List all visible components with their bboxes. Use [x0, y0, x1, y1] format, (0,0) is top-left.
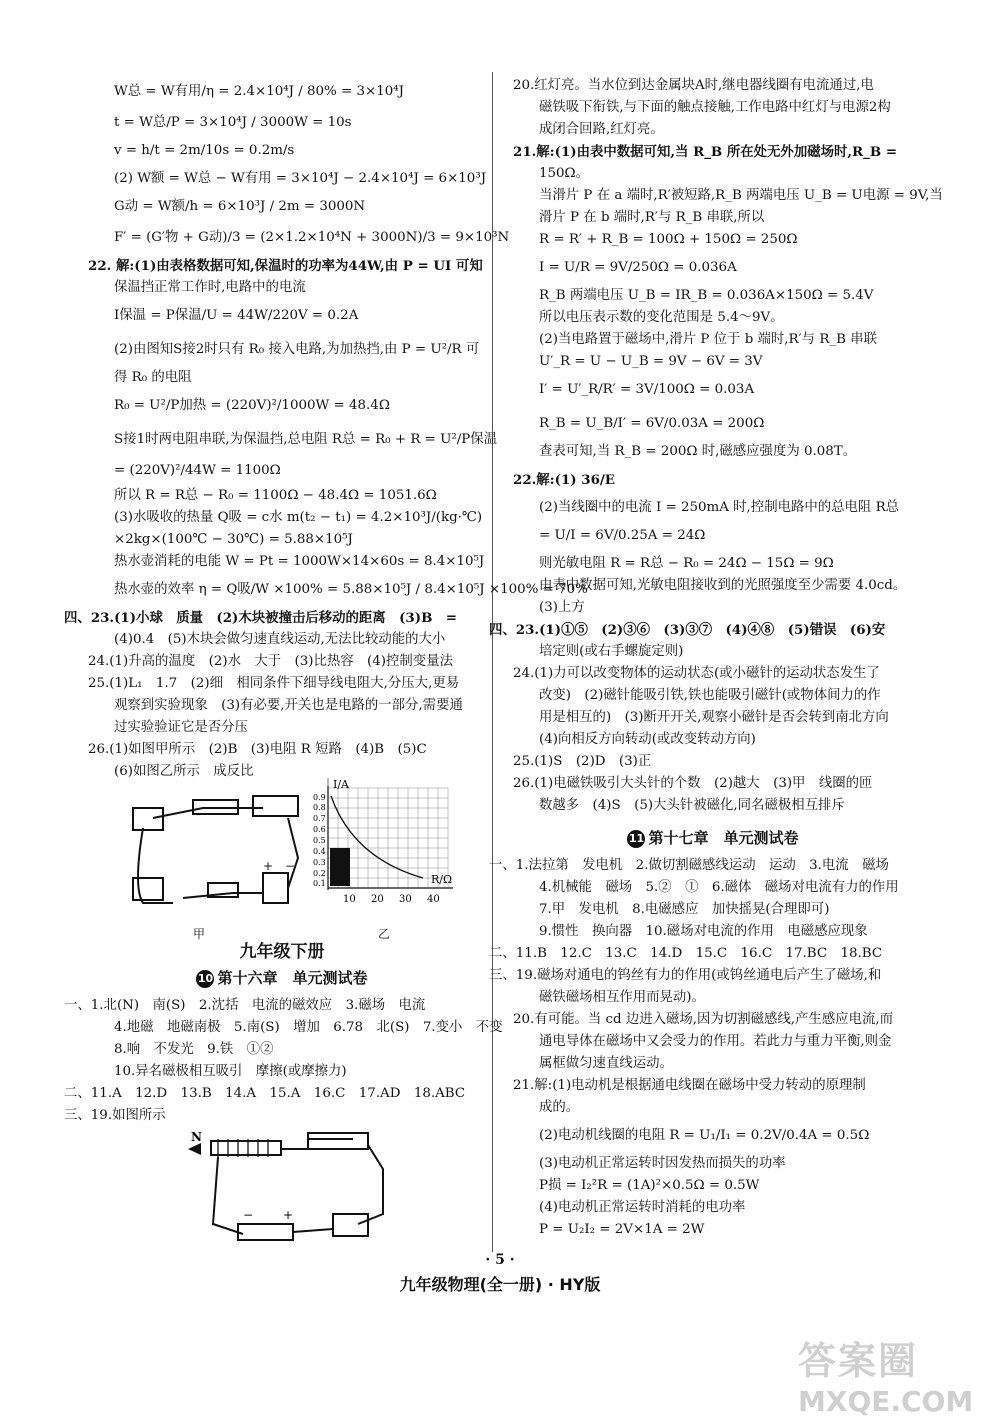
figure-19 — [88, 1127, 476, 1252]
svg-text:−: − — [285, 859, 296, 873]
text-line: 保温挡正常工作时,电路中的电流 — [114, 280, 306, 295]
answer-line: 三、19.磁场对通电的钨丝有力的作用(或钨丝通电后产生了磁场,和 — [489, 968, 882, 983]
text-line: (2)当线圈中的电流 I = 250mA 时,控制电路中的总电阻 R总 — [539, 500, 900, 515]
text-line: 成闭合回路,红灯亮。 — [539, 122, 664, 137]
text-line: R = R′ + R_B = 100Ω + 150Ω = 250Ω — [539, 232, 798, 247]
answer-line: 10.异名磁极相互吸引 摩擦(或摩擦力) — [114, 1064, 347, 1079]
graph-x-tick: 40 — [427, 894, 440, 905]
graph-x-tick: 30 — [399, 894, 412, 905]
text-line: F′ = (G′物 + G动)/3 = (2×1.2×10⁴N + 3000N)/3 = 9×10³N — [114, 230, 510, 245]
caption-yi: 乙 — [378, 927, 391, 941]
text-line: 观察到实验现象 (3)有必要,开关也是电路的一部分,需要通 — [114, 698, 463, 713]
answer-22: 22. 解:(1)由表格数据可知,保温时的功率为44W,由 P = UI 可知 — [88, 258, 483, 274]
watermark-url: MXQE.COM — [798, 1385, 974, 1418]
svg-text:+: + — [263, 859, 274, 873]
text-line: I保温 = P保温/U = 44W/220V = 0.2A — [114, 308, 359, 323]
text-line: W总 = W有用/η = 2.4×10⁴J / 80% = 3×10⁴J — [114, 84, 405, 99]
chapter-title: 第十六章 单元测试卷 — [217, 969, 368, 987]
text-line: (3)水吸收的热量 Q吸 = c水 m(t₂ − t₁) = 4.2×10³J/(kg·℃) — [114, 510, 483, 525]
text-line: 热水壶的效率 η = Q吸/W ×100% = 5.88×10⁵J / 8.4×10⁵J ×100% = 70% — [114, 582, 588, 597]
text-line: S接1时两电阻串联,为保温挡,总电阻 R总 = R₀ + R = U²/P保温 — [114, 432, 498, 447]
chapter-number-badge: 10 — [196, 970, 214, 988]
answer-line: 21.解:(1)电动机是根据通电线圈在磁场中受力转动的原理制 — [513, 1078, 866, 1093]
answer-24-right: 24.(1)力可以改变物体的运动状态(或小磁针的运动状态发生了 — [513, 666, 880, 681]
chapter16-heading — [88, 967, 476, 989]
text-line: (4)0.4 (5)木块会做匀速直线运动,无法比较动能的大小 — [114, 632, 446, 647]
text-line: R_B = U_B/I′ = 6V/0.03A = 200Ω — [539, 416, 765, 431]
graph-y-label: I/A — [333, 778, 349, 791]
text-line: v = h/t = 2m/10s = 0.2m/s — [114, 143, 295, 158]
answer-line: 20.有可能。当 cd 边进入磁场,因为切割磁感线,产生感应电流,而 — [513, 1012, 894, 1027]
text-line: 磁铁吸下衔铁,与下面的触点接触,工作电路中红灯与电源2构 — [539, 100, 891, 115]
graph-x-label: R/Ω — [431, 873, 453, 886]
text-line: 得 R₀ 的电阻 — [114, 370, 192, 385]
text-line: 热水壶消耗的电能 W = Pt = 1000W×14×60s = 8.4×10⁵J — [114, 554, 485, 569]
text-line: 150Ω。 — [539, 166, 590, 181]
graph-y-tick: 0.5 — [313, 836, 326, 845]
text-line: (2)由图知S接2时只有 R₀ 接入电路,为加热挡,由 P = U²/R 可 — [114, 342, 480, 357]
text-line: G动 = W额/h = 6×10³J / 2m = 3000N — [114, 199, 366, 214]
text-line: (6)如图乙所示 成反比 — [114, 764, 254, 779]
chapter17-heading — [513, 827, 913, 849]
answer-line: 7.甲 发电机 8.电磁感应 加快摇晃(合理即可) — [539, 902, 830, 917]
graph-y-tick: 0.1 — [313, 879, 326, 888]
answer-line: 4.地磁 地磁南极 5.南(S) 增加 6.78 北(S) 7.变小 不变 — [114, 1020, 503, 1035]
graph-yi — [313, 778, 463, 918]
text-line: = U/I = 6V/0.25A = 24Ω — [539, 528, 706, 543]
answer-line: (2)电动机线圈的电阻 R = U₁/I₁ = 0.2V/0.4A = 0.5Ω — [539, 1128, 870, 1143]
answer-line: 一、1.北(N) 南(S) 2.沈括 电流的磁效应 3.磁场 电流 — [64, 998, 426, 1013]
text-line: 查表可知,当 R_B = 200Ω 时,磁感应强度为 0.08T。 — [539, 444, 857, 459]
text-line: 当滑片 P 在 a 端时,R′被短路,R_B 两端电压 U_B = U电源 = 9V,当 — [539, 188, 943, 203]
answer-line: 二、11.B 12.C 13.C 14.D 15.C 16.C 17.BC 18.BC — [489, 946, 883, 961]
graph-y-tick: 0.3 — [313, 858, 326, 867]
answer-line: (3)电动机正常运转时因发热而损失的功率 — [539, 1156, 786, 1171]
text-line: 培定则(或右手螺旋定则) — [539, 644, 684, 659]
graph-y-tick: 0.9 — [313, 793, 326, 802]
answer-line: 4.机械能 磁场 5.② ① 6.磁体 磁场对电流有力的作用 — [539, 880, 899, 895]
answer-23-right: 四、23.(1)①⑤ (2)③⑥ (3)③⑦ (4)④⑧ (5)错误 (6)安 — [489, 622, 886, 638]
answer-24: 24.(1)升高的温度 (2)水 大于 (3)比热容 (4)控制变量法 — [88, 654, 453, 669]
answer-line: P损 = I₂²R = (1A)²×0.5Ω = 0.5W — [539, 1178, 760, 1193]
text-line: 所以 R = R总 − R₀ = 1100Ω − 48.4Ω = 1051.6Ω — [114, 488, 437, 503]
text-line: 改变) (2)磁针能吸引铁,铁也能吸引磁针(或物体间力的作 — [539, 688, 881, 703]
watermark — [798, 1330, 978, 1418]
text-line: (3)上方 — [539, 600, 585, 615]
text-line: ×2kg×(100℃ − 30℃) = 5.88×10⁵J — [114, 532, 353, 547]
caption-jia: 甲 — [193, 927, 206, 941]
answer-line: 磁铁磁场相互作用而晃动)。 — [539, 990, 705, 1005]
text-line: I′ = U′_R/R′ = 3V/100Ω = 0.03A — [539, 382, 755, 397]
chapter-title: 第十七章 单元测试卷 — [648, 829, 799, 847]
answer-25: 25.(1)L₁ 1.7 (2)细 相同条件下细导线电阻大,分压大,更易 — [88, 676, 460, 691]
graph-y-tick: 0.6 — [313, 825, 326, 834]
answer-line: P = U₂I₂ = 2V×1A = 2W — [539, 1222, 705, 1237]
answer-line: (4)电动机正常运转时消耗的电功率 — [539, 1200, 746, 1215]
svg-text:−: − — [243, 1208, 254, 1222]
graph-y-tick: 0.8 — [313, 803, 326, 812]
answer-line: 8.响 不发光 9.铁 ①② — [114, 1042, 274, 1057]
text-line: t = W总/P = 3×10⁴J / 3000W = 10s — [114, 115, 352, 130]
text-line: 则光敏电阻 R = R总 − R₀ = 24Ω − 15Ω = 9Ω — [539, 556, 834, 571]
text-line: 由表中数据可知,光敏电阻接收到的光照强度至少需要 4.0cd。 — [539, 578, 907, 593]
answer-line: 一、1.法拉第 发电机 2.做切割磁感线运动 运动 3.电流 磁场 — [489, 858, 889, 873]
right-column — [489, 75, 943, 1241]
answer-25-right: 25.(1)S (2)D (3)正 — [513, 754, 652, 769]
answer-21: 21.解:(1)由表中数据可知,当 R_B 所在处无外加磁场时,R_B = — [513, 144, 898, 160]
book-title: 九年级物理(全一册) · HY版 — [399, 1275, 601, 1294]
text-line: U′_R = U − U_B = 9V − 6V = 3V — [539, 354, 763, 369]
answer-26: 26.(1)如图甲所示 (2)B (3)电阻 R 短路 (4)B (5)C — [88, 742, 427, 757]
text-line: R₀ = U²/P加热 = (220V)²/1000W = 48.4Ω — [114, 398, 390, 413]
graph-y-tick: 0.7 — [313, 814, 326, 823]
text-line: 所以电压表示数的变化范围是 5.4～9V。 — [539, 310, 784, 325]
electromagnet-circuit-diagram — [183, 1129, 413, 1244]
answer-20: 20.红灯亮。当水位到达金属块A时,继电器线圈有电流通过,电 — [513, 78, 874, 93]
text-line: (2)当电路置于磁场中,滑片 P 位于 b 端时,R′与 R_B 串联 — [539, 332, 877, 347]
answer-line: 通电导体在磁场中又会受力的作用。若此力与重力平衡,则金 — [539, 1034, 892, 1049]
graph-y-tick: 0.2 — [313, 869, 326, 878]
answer-line: 三、19.如图所示 — [64, 1108, 166, 1123]
chapter-number-badge: 11 — [627, 830, 645, 848]
text-line: (4)向相反方向转动(或改变转动方向) — [539, 732, 756, 747]
page-number: · 5 · — [485, 1252, 515, 1268]
graph-x-tick: 20 — [371, 894, 384, 905]
svg-text:+: + — [283, 1208, 294, 1222]
answer-23: 四、23.(1)小球 质量 (2)木块被撞击后移动的距离 (3)B = — [64, 610, 458, 626]
section-title: 九年级下册 — [239, 942, 325, 962]
text-line: (2) W额 = W总 − W有用 = 3×10⁴J − 2.4×10⁴J = 6×10³J — [114, 171, 487, 186]
answer-26-right: 26.(1)电磁铁吸引大头针的个数 (2)越大 (3)甲 线圈的匝 — [513, 776, 873, 791]
text-line: 滑片 P 在 b 端时,R′与 R_B 串联,所以 — [539, 210, 765, 225]
answer-line: 9.惯性 换向器 10.磁场对电流的作用 电磁感应现象 — [539, 924, 868, 939]
answer-line: 成的。 — [539, 1100, 580, 1115]
text-line: 用是相互的) (3)断开开关,观察小磁针是否会转到南北方向 — [539, 710, 889, 725]
answer-line: 属框做匀速直线运动。 — [539, 1056, 673, 1071]
figure-26 — [88, 778, 476, 941]
n-pole-label: N — [191, 1130, 202, 1144]
answer-22-right: 22.解:(1) 36/E — [513, 472, 616, 488]
watermark-text: 答案圈 — [798, 1339, 919, 1383]
text-line: = (220V)²/44W = 1100Ω — [114, 463, 281, 478]
text-line: 过实验验证它是否分压 — [114, 720, 248, 735]
text-line: I = U/R = 9V/250Ω = 0.036A — [539, 260, 737, 275]
text-line: R_B 两端电压 U_B = IR_B = 0.036A×150Ω = 5.4V — [539, 288, 874, 303]
graph-y-tick: 0.4 — [313, 847, 326, 856]
text-line: 数越多 (4)S (5)大头针被磁化,同名磁极相互排斥 — [539, 798, 845, 813]
answer-line: 二、11.A 12.D 13.B 14.A 15.A 16.C 17.AD 18.ABC — [64, 1086, 466, 1101]
graph-x-tick: 10 — [343, 894, 356, 905]
circuit-diagram-jia — [113, 788, 323, 923]
